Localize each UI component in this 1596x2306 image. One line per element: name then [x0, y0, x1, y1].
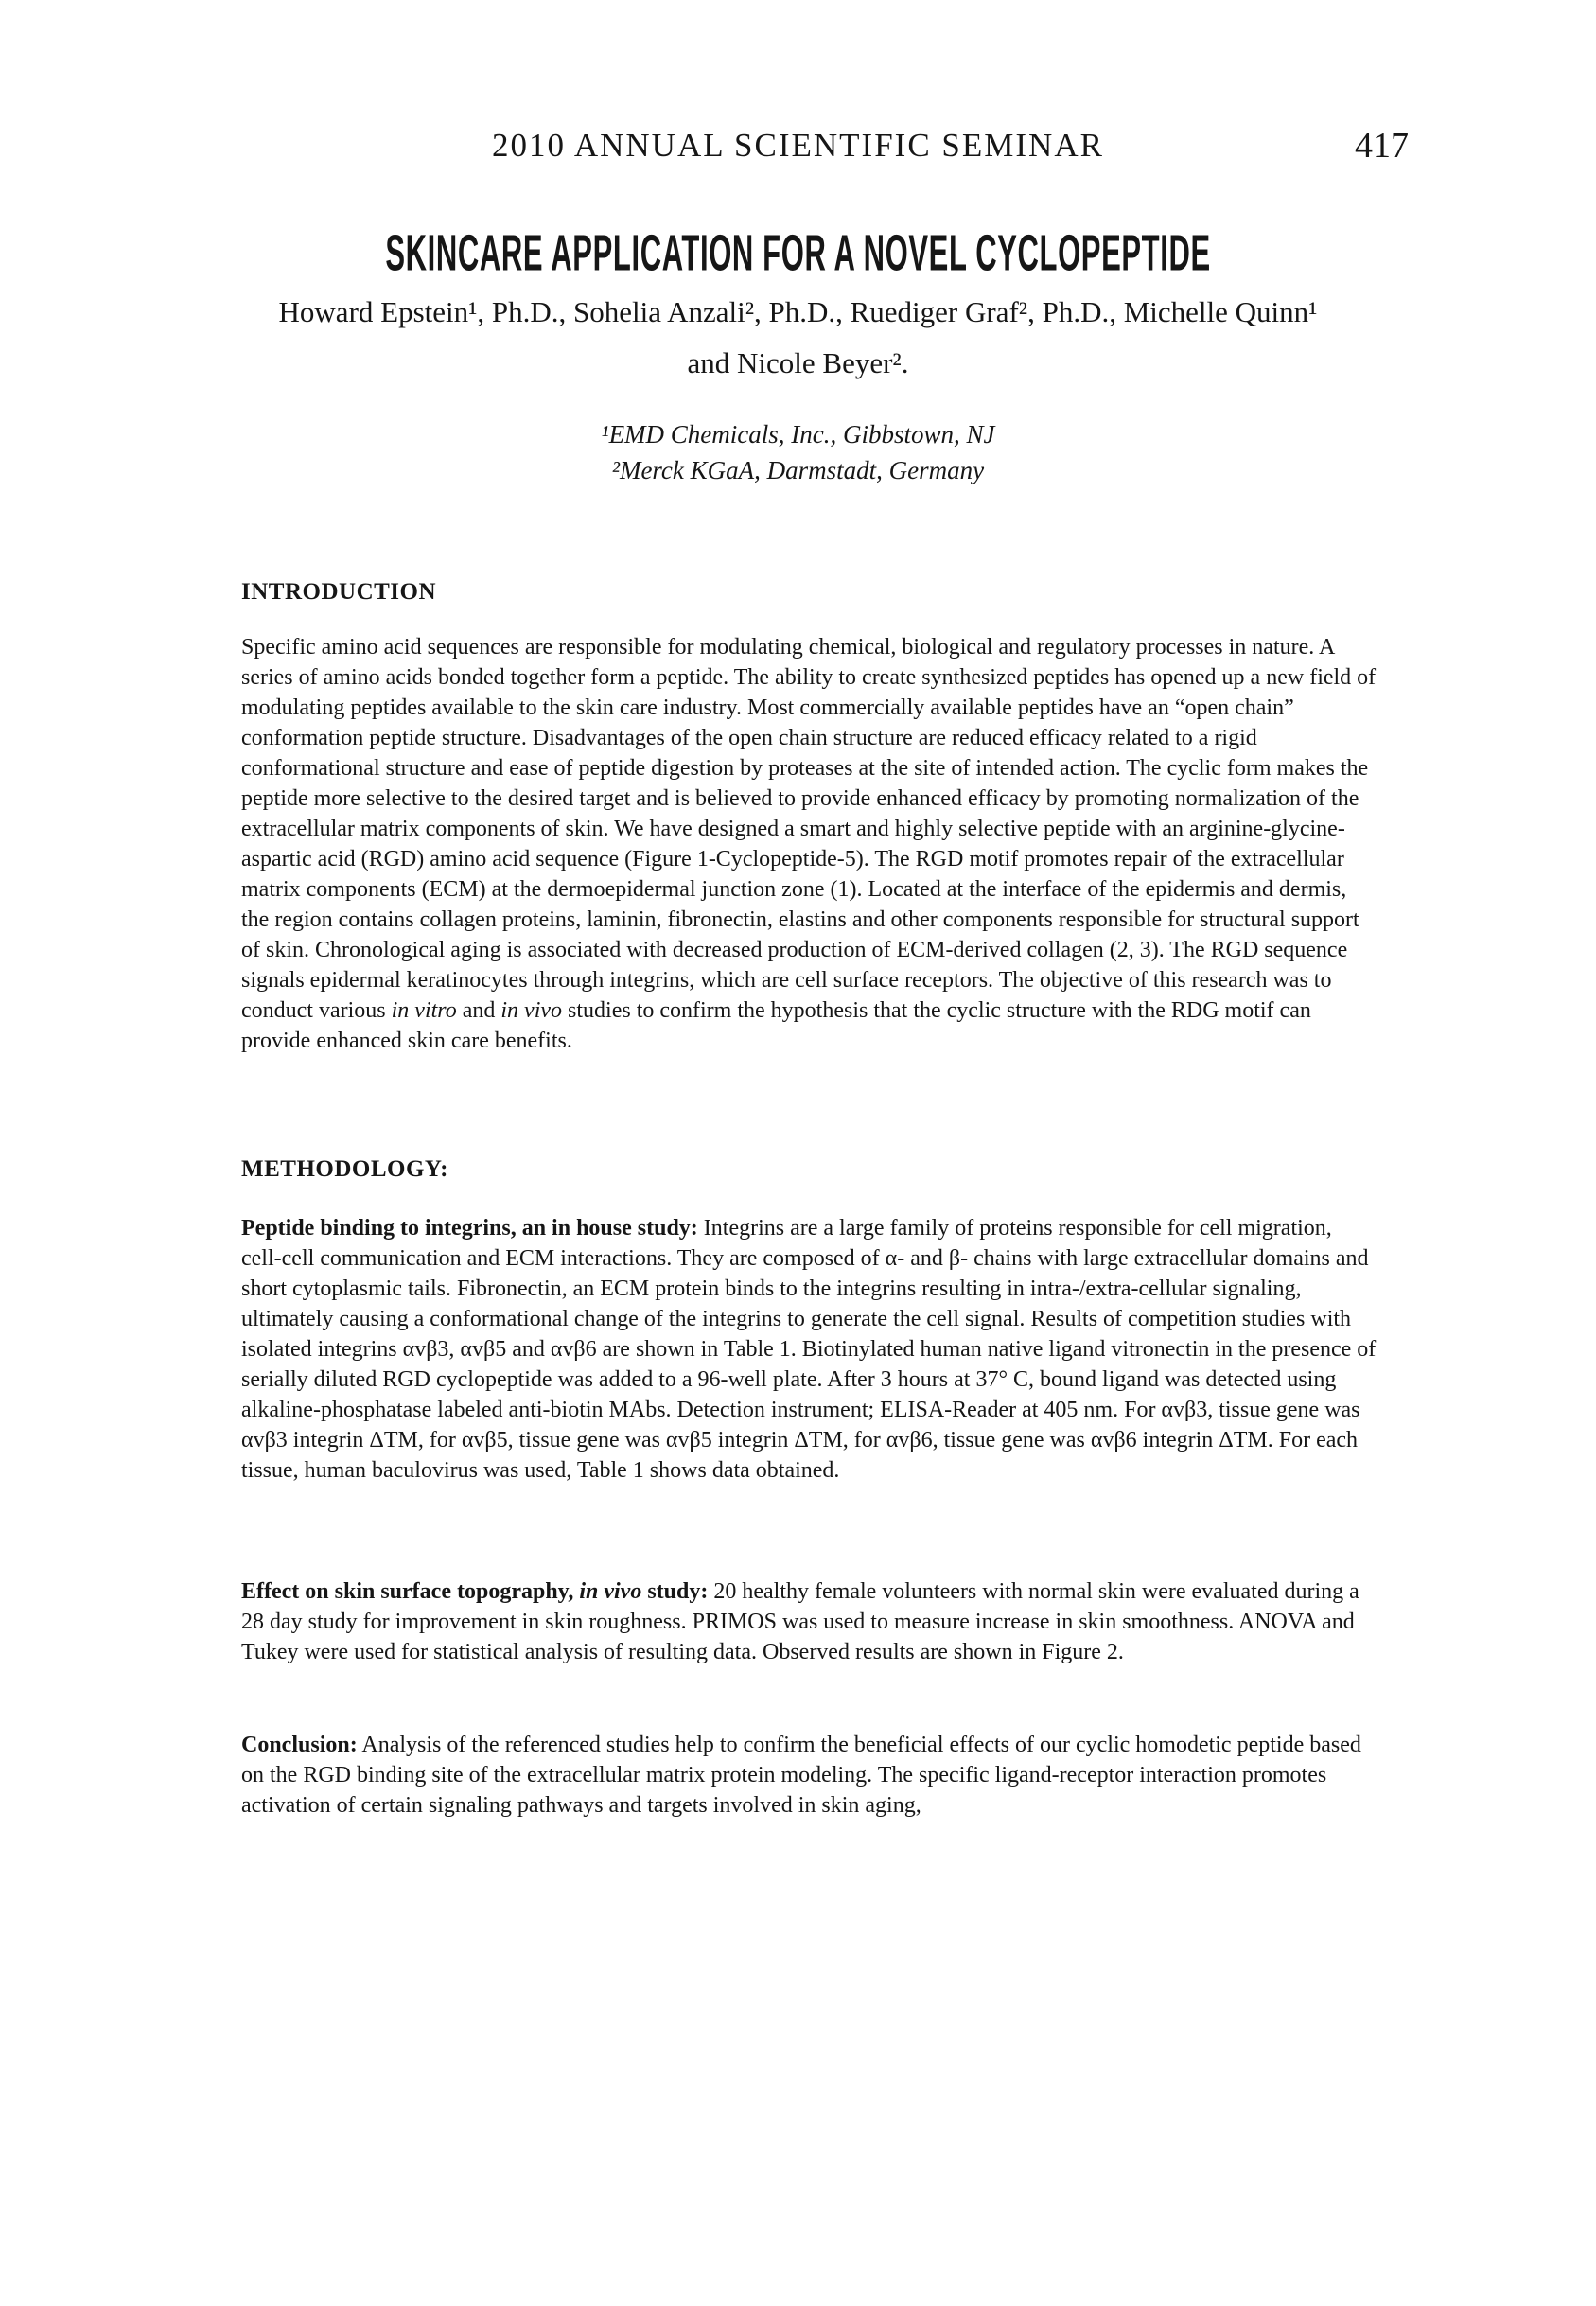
authors-line-1: Howard Epstein¹, Ph.D., Sohelia Anzali², Ph.D., Ruediger Graf², Ph.D., Michelle Quinn¹: [278, 295, 1318, 328]
methodology-paragraph-skin-topography: Effect on skin surface topography, in vivo study: 20 healthy female volunteers with normal skin were evaluated during a 28 day study for improvement in skin roughness. PRIMOS was used to measure increase in skin smoothness. ANOVA and Tukey were used for statistical analysis of resulting data. Observed results are shown in Figure 2.: [241, 1579, 1359, 1664]
introduction-heading: INTRODUCTION: [241, 579, 437, 605]
authors-line-2: and Nicole Beyer².: [687, 346, 909, 379]
page-number: 417: [1355, 126, 1409, 166]
affiliation-merck-kgaa: ²Merck KGaA, Darmstadt, Germany: [611, 456, 985, 484]
methodology-paragraph-peptide-binding: Peptide binding to integrins, an in house study: Integrins are a large family of proteins responsible for cell migration, cell-cell communication and ECM interactions. They are composed of α- and β- chains with large extracellular domains and short cytoplasmic tails. Fibronectin, an ECM protein binds to the integrins resulting in intra-/extra-cellular signaling, ultimately causing a conformational change of the integrins to generate the cell signal. Results of competition studies with isolated integrins αvβ3, αvβ5 and αvβ6 are shown in Table 1. Biotinylated human native ligand vitronectin in the presence of serially diluted RGD cyclopeptide was added to a 96-well plate. After 3 hours at 37° C, bound ligand was detected using alkaline-phosphatase labeled anti-biotin MAbs. Detection instrument; ELISA-Reader at 405 nm. For αvβ3, tissue gene was αvβ3 integrin ΔTM, for αvβ5, tissue gene was αvβ5 integrin ΔTM, for αvβ6, tissue gene was αvβ6 integrin ΔTM. For each tissue, human baculovirus was used, Table 1 shows data obtained.: [241, 1216, 1377, 1483]
conclusion-paragraph: Conclusion: Analysis of the referenced studies help to confirm the beneficial effects of our cyclic homodetic peptide based on the RGD binding site of the extracellular matrix protein modeling. The specific ligand-receptor interaction promotes activation of certain signaling pathways and targets involved in skin aging,: [241, 1733, 1361, 1818]
article-title-text: SKINCARE APPLICATION FOR A NOVEL CYCLOPEPTIDE: [385, 223, 1211, 282]
article-title: [0, 223, 1596, 282]
affiliation-emd-chemicals: ¹EMD Chemicals, Inc., Gibbstown, NJ: [601, 420, 995, 449]
running-header-title: 2010 ANNUAL SCIENTIFIC SEMINAR: [492, 127, 1104, 164]
methodology-heading: METHODOLOGY:: [241, 1156, 448, 1182]
introduction-paragraph: Specific amino acid sequences are responsible for modulating chemical, biological and regulatory processes in nature. A series of amino acids bonded together form a peptide. The ability to create synthesized peptides has opened up a new field of modulating peptides available to the skin care industry. Most commercially available peptides have an “open chain” conformation peptide structure. Disadvantages of the open chain structure are reduced efficacy related to a rigid conformational structure and ease of peptide digestion by proteases at the site of intended action. The cyclic form makes the peptide more selective to the desired target and is believed to provide enhanced efficacy by promoting normalization of the extracellular matrix components of skin. We have designed a smart and highly selective peptide with an arginine-glycine-aspartic acid (RGD) amino acid sequence (Figure 1-Cyclopeptide-5). The RGD motif promotes repair of the extracellular matrix components (ECM) at the dermoepidermal junction zone (1). Located at the interface of the epidermis and dermis, the region contains collagen proteins, laminin, fibronectin, elastins and other components responsible for structural support of skin. Chronological aging is associated with decreased production of ECM-derived collagen (2, 3). The RGD sequence signals epidermal keratinocytes through integrins, which are cell surface receptors. The objective of this research was to conduct various in vitro and in vivo studies to confirm the hypothesis that the cyclic structure with the RDG motif can provide enhanced skin care benefits.: [241, 635, 1377, 1053]
